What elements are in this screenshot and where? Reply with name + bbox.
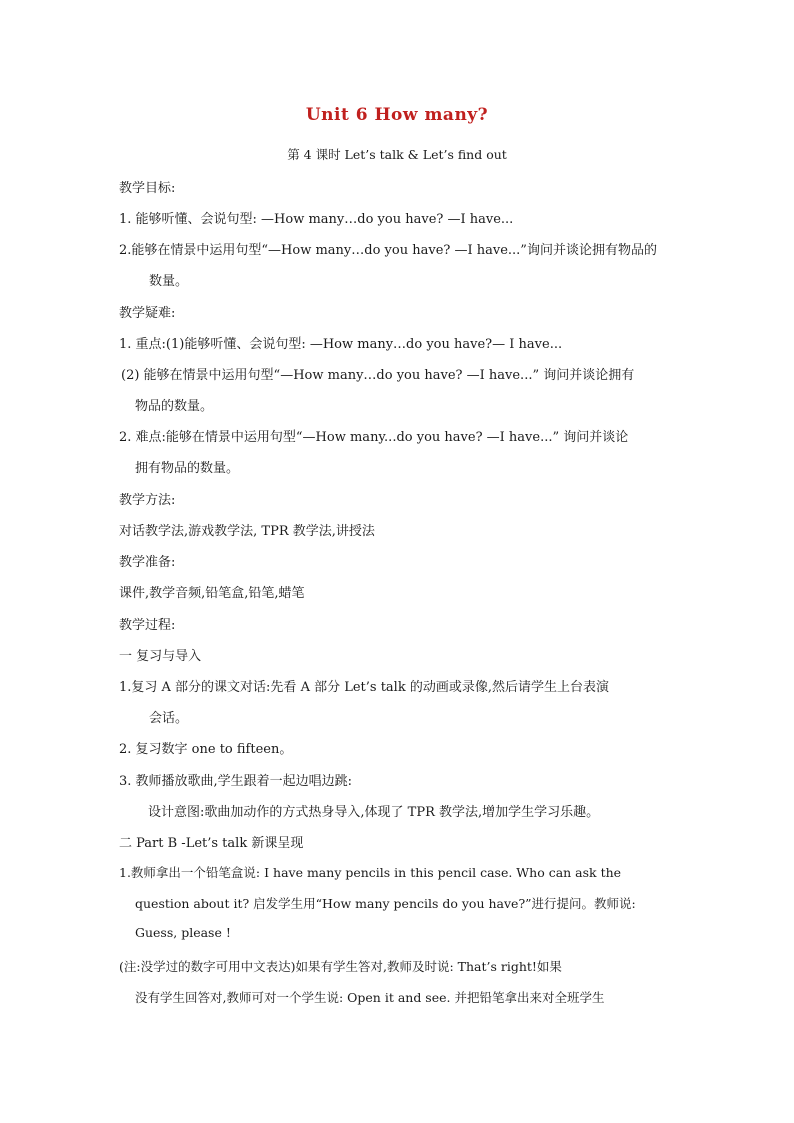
step-2-item-1-line-1: 1.教师拿出一个铅笔盒说: I have many pencils in this pencil case. Who can ask the: [119, 865, 622, 880]
step-1-item-1-line-2: 会话。: [149, 711, 189, 726]
method-heading: 教学方法:: [119, 493, 176, 508]
lesson-subtitle: 第 4 课时 Let’s talk & Let’s find out: [287, 147, 507, 162]
page-title: Unit 6 How many?: [305, 105, 489, 125]
goals-heading: 教学目标:: [119, 181, 176, 196]
step-1-item-1-line-1: 1.复习 A 部分的课文对话:先看 A 部分 Let’s talk 的动画或录像,然后请学生上台表演: [119, 680, 609, 695]
process-heading: 教学过程:: [119, 618, 176, 633]
step-1-item-3: 3. 教师播放歌曲,学生跟着一起边唱边跳:: [119, 774, 353, 789]
key-point-2-line-2: 物品的数量。: [135, 399, 214, 414]
step-2-item-1-line-2: question about it? 启发学生用“How many pencils do you have?”进行提问。教师说:: [135, 896, 636, 911]
goal-2-line-1: 2.能够在情景中运用句型“—How many…do you have? —I have...”询问并谈论拥有物品的: [119, 243, 657, 258]
hard-point-line-2: 拥有物品的数量。: [135, 461, 240, 476]
note-line-1: (注:没学过的数字可用中文表达)如果有学生答对,教师及时说: That’s right!如果: [119, 959, 562, 974]
goal-1: 1. 能够听懂、会说句型: —How many…do you have? —I have...: [119, 212, 514, 227]
methods-text: 对话教学法,游戏教学法, TPR 教学法,讲授法: [119, 524, 375, 539]
step-2-heading: 二 Part B -Let’s talk 新课呈现: [119, 836, 304, 851]
prep-items: 课件,教学音频,铅笔盒,铅笔,蜡笔: [119, 586, 305, 601]
note-line-2: 没有学生回答对,教师可对一个学生说: Open it and see. 并把铅笔拿出来对全班学生: [135, 990, 605, 1005]
difficulty-heading: 教学疑难:: [119, 306, 176, 321]
prep-heading: 教学准备:: [119, 555, 176, 570]
step-1-heading: 一 复习与导入: [119, 649, 202, 664]
step-2-item-1-line-3: Guess, please !: [135, 925, 231, 940]
goal-2-line-2: 数量。: [149, 274, 189, 289]
design-note: 设计意图:歌曲加动作的方式热身导入,体现了 TPR 教学法,增加学生学习乐趣。: [148, 805, 600, 820]
step-1-item-2: 2. 复习数字 one to fifteen。: [119, 742, 293, 757]
key-point-1: 1. 重点:(1)能够听懂、会说句型: —How many…do you have?— I have...: [119, 337, 563, 352]
key-point-2-line-1: (2) 能够在情景中运用句型“—How many…do you have? —I have...” 询问并谈论拥有: [121, 368, 635, 383]
hard-point-line-1: 2. 难点:能够在情景中运用句型“—How many...do you have? —I have...” 询问并谈论: [119, 430, 629, 445]
